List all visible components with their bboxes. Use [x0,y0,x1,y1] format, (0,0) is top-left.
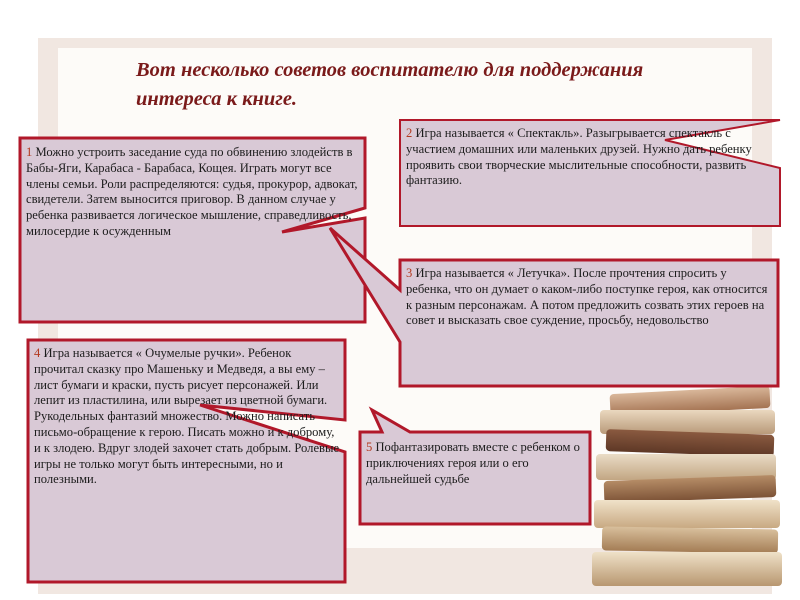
tip-5-body: Пофантазировать вместе с ребенком о приключениях героя или о его дальнейшей судьбе [366,440,580,486]
slide-title: Вот несколько советов воспитателю для поддержания интереса к книге. [136,59,644,110]
tip-3-text [406,266,774,329]
tip-5-number: 5 [366,440,373,454]
tip-2-number: 2 [406,126,413,140]
tip-1-body: Можно устроить заседание суда по обвинению злодейств в Бабы-Яги, Карабаса - Барабаса, Кощея. Играть могут все члены семьи. Роли распределяются: судья, прокурор, адвокат, свидетели. Затем выносится приговор. В данном случае у ребенка развивается логическое мышление, справедливость, милосердие к осужденным [26,145,358,238]
tip-4-body: Игра называется « Очумелые ручки». Ребенок прочитал сказку про Машеньку и Медведя, а вы ему – лист бумаги и краски, пусть рисует персонажей. Или лепит из пластилина, или вырезает из цветной бумаги. Рукодельных фантазий множество. Можно написать письмо-обращение к герою. Писать можно и к доброму, и к злодею. Вдруг злодей захочет стать добрым. Ролевые игры не только могут быть интересными, но и полезными. [34,346,340,487]
tip-2-body: Игра называется « Спектакль». Разыгрывается спектакль с участием домашних или маленьких друзей. Нужно дать ребенку проявить свои творческие мыслительные способности, развить фантазию. [406,126,752,188]
tip-3-number: 3 [406,266,413,280]
tip-2-text [406,126,776,189]
tip-1-text [26,145,362,240]
tip-3-body: Игра называется « Летучка». После прочтения спросить у ребенка, что он думает о каком-либо поступке героя, как относится к разным персонажам. А потом предложить созвать этих героев на совет и высказать свое суждение, просьбу, недовольство [406,266,768,328]
tip-4-text [34,346,340,488]
tip-4-number: 4 [34,346,41,360]
tip-1-number: 1 [26,145,33,159]
tip-5-text [366,440,584,487]
